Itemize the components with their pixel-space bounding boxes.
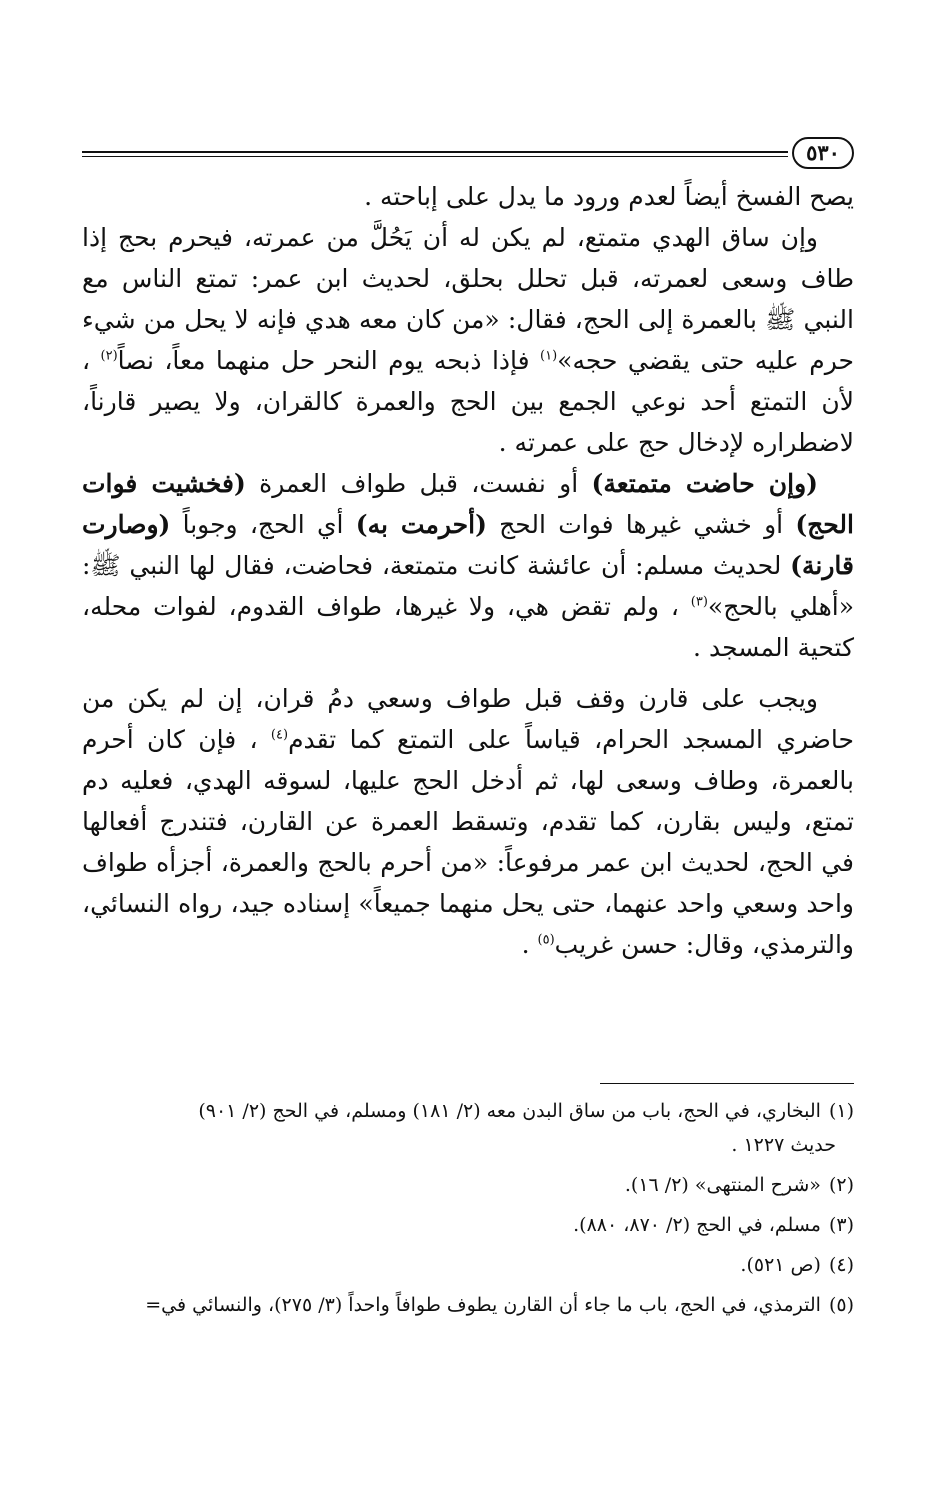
header-rule (82, 151, 788, 153)
footnote-3-text: مسلم، في الحج (٢/ ٨٧٠، ٨٨٠). (573, 1214, 821, 1236)
footnote-5-text: الترمذي، في الحج، باب ما جاء أن القارن يطوف طوافاً واحداً (٣/ ٢٧٥)، والنسائي في= (145, 1294, 821, 1316)
paragraph-3-matn-2: (فخشيت فوات الحج) (82, 469, 854, 539)
paragraph-1-text: يصح الفسخ أيضاً لعدم ورود ما يدل على إباحته . (364, 182, 854, 211)
page-header (82, 137, 854, 177)
footnote-3 (82, 1208, 854, 1242)
paragraph-3 (82, 463, 854, 668)
paragraph-3-text-e: ، ولم تقض هي، ولا غيرها، طواف القدوم، لفوات محله، كتحية المسجد . (82, 592, 854, 662)
footnote-4-number: (٤) (828, 1254, 854, 1276)
footnote-ref-4[interactable]: (٤) (270, 727, 289, 743)
footnote-1-continuation: حديث ١٢٢٧ . (731, 1134, 836, 1156)
footnote-2 (82, 1168, 854, 1202)
paragraph-1 (82, 176, 854, 217)
header-rule-thin (82, 156, 788, 157)
footnote-4-text: (ص ٥٢١). (740, 1254, 821, 1276)
paragraph-4-text-c: . (521, 930, 538, 959)
paragraph-3-matn-4: (وصارت قارنة) (82, 510, 854, 580)
paragraph-4-text-a: ويجب على قارن وقف قبل طواف وسعي دمُ قران، إن لم يكن من حاضري المسجد الحرام، قياساً على التمتع كما تقدم (82, 684, 854, 754)
footnote-5 (82, 1288, 854, 1322)
paragraph-3-text-d: لحديث مسلم: أن عائشة كانت متمتعة، فحاضت، فقال لها النبي ﷺ: «أهلي بالحج» (82, 551, 854, 621)
paragraph-4-text-b: ، فإن كان أحرم بالعمرة، وطاف وسعى لها، ثم أدخل الحج عليها، لسوقه الهدي، فعليه دم تمتع، وليس بقارن، كما تقدم، وتسقط العمرة عن القارن، فتندرج أفعالها في الحج، لحديث ابن عمر مرفوعاً: «من أحرم بالحج والعمرة، أجزأه طواف واحد وسعي واحد عنهما، حتى يحل منهما جميعاً» إسناده جيد، رواه النسائي، والترمذي، وقال: حسن غريب (82, 725, 854, 959)
paragraph-3-text-a: أو نفست، قبل طواف العمرة (245, 469, 592, 498)
paragraph-2-text-a: وإن ساق الهدي متمتع، لم يكن له أن يَحُلَّ من عمرته، فيحرم بحج إذا طاف وسعى لعمرته، قبل تحلل بحلق، لحديث ابن عمر: تمتع الناس مع النبي ﷺ بالعمرة إلى الحج، فقال: «من كان معه هدي فإنه لا يحل من شيء حرم عليه حتى يقضي حجه» (82, 223, 854, 375)
footnote-ref-3[interactable]: (٣) (690, 594, 708, 610)
footnote-2-text: «شرح المنتهى» (٢/ ١٦). (624, 1174, 821, 1196)
footnote-3-number: (٣) (828, 1214, 854, 1236)
footnote-5-number: (٥) (828, 1294, 854, 1316)
footnote-1-text: البخاري، في الحج، باب من ساق البدن معه (٢/ ١٨١) ومسلم، في الحج (٢/ ٩٠١) (198, 1100, 821, 1122)
paragraph-3-matn-1: (وإن حاضت متمتعة) (591, 469, 819, 498)
footnotes (82, 1094, 854, 1328)
paragraph-3-text-c: أي الحج، وجوباً (170, 510, 356, 539)
footnote-ref-1[interactable]: (١) (540, 348, 558, 364)
footnote-1 (82, 1094, 854, 1162)
paragraph-3-text-b: أو خشي غيرها فوات الحج (486, 510, 796, 539)
main-text (82, 176, 854, 965)
footnote-4 (82, 1248, 854, 1282)
paragraph-2 (82, 217, 854, 463)
paragraph-2-text-b: فإذا ذبحه يوم النحر حل منهما معاً، نصاً (117, 346, 541, 375)
footnote-2-number: (٢) (828, 1174, 854, 1196)
paragraph-4 (82, 678, 854, 965)
footnote-separator (600, 1083, 854, 1084)
page-number: ٥٣٠ (792, 137, 854, 169)
footnote-ref-2[interactable]: (٢) (100, 348, 118, 364)
paragraph-2-text-c: ، لأن التمتع أحد نوعي الجمع بين الحج والعمرة كالقران، ولا يصير قارناً، لاضطراره لإدخال حج على عمرته . (82, 346, 854, 457)
footnote-1-number: (١) (828, 1100, 854, 1122)
paragraph-3-matn-3: (أحرمت به) (355, 510, 487, 539)
footnote-ref-5[interactable]: (٥) (537, 932, 555, 948)
